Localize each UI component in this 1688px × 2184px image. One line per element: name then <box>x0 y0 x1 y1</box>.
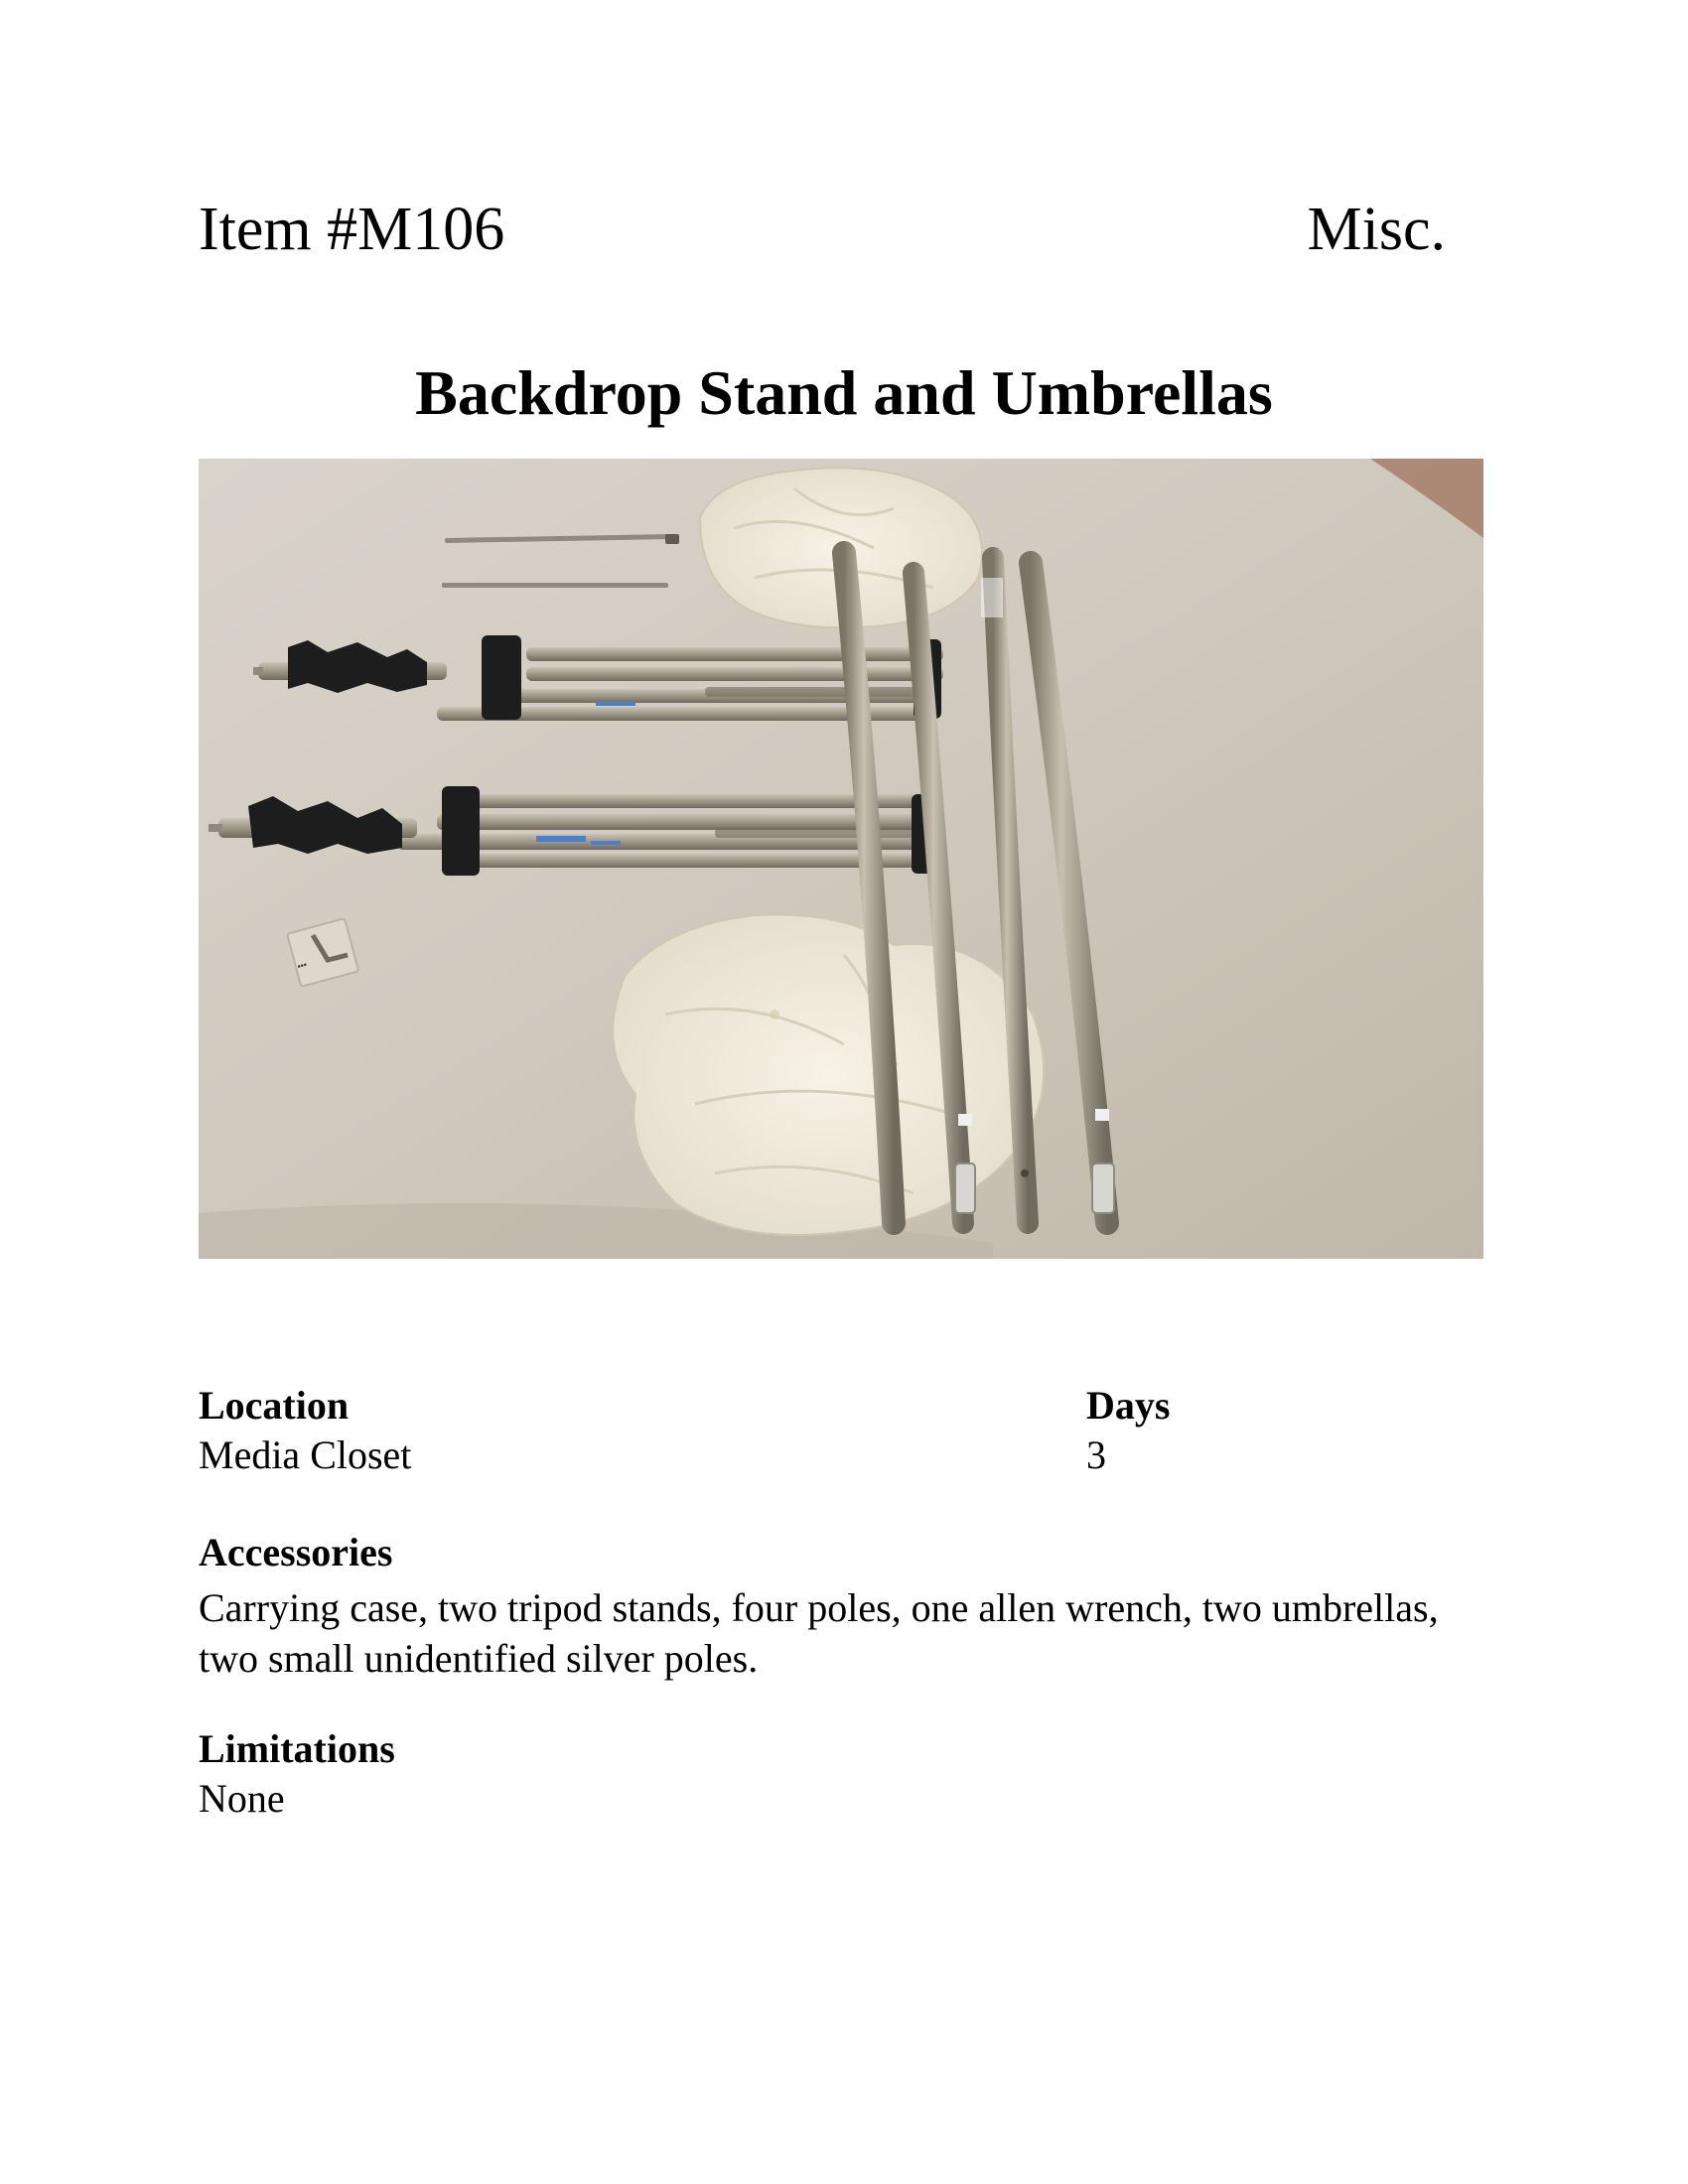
accessories-value: Carrying case, two tripod stands, four poles, one allen wrench, two umbrellas, two small unidentified silver poles. <box>199 1585 1439 1681</box>
item-category: Misc. <box>1307 196 1446 263</box>
location-value: Media Closet <box>199 1433 412 1477</box>
limitations-label: Limitations <box>199 1726 395 1771</box>
item-number: Item #M106 <box>199 196 505 263</box>
days-label: Days <box>1086 1383 1171 1428</box>
item-photo <box>199 459 1483 1259</box>
location-label: Location <box>199 1383 350 1428</box>
limitations-value: None <box>199 1776 285 1821</box>
svg-text:▪▪▪: ▪▪▪ <box>296 959 309 972</box>
days-value: 3 <box>1086 1433 1106 1477</box>
accessories-label: Accessories <box>199 1530 393 1574</box>
item-title: Backdrop Stand and Umbrellas <box>415 357 1273 428</box>
